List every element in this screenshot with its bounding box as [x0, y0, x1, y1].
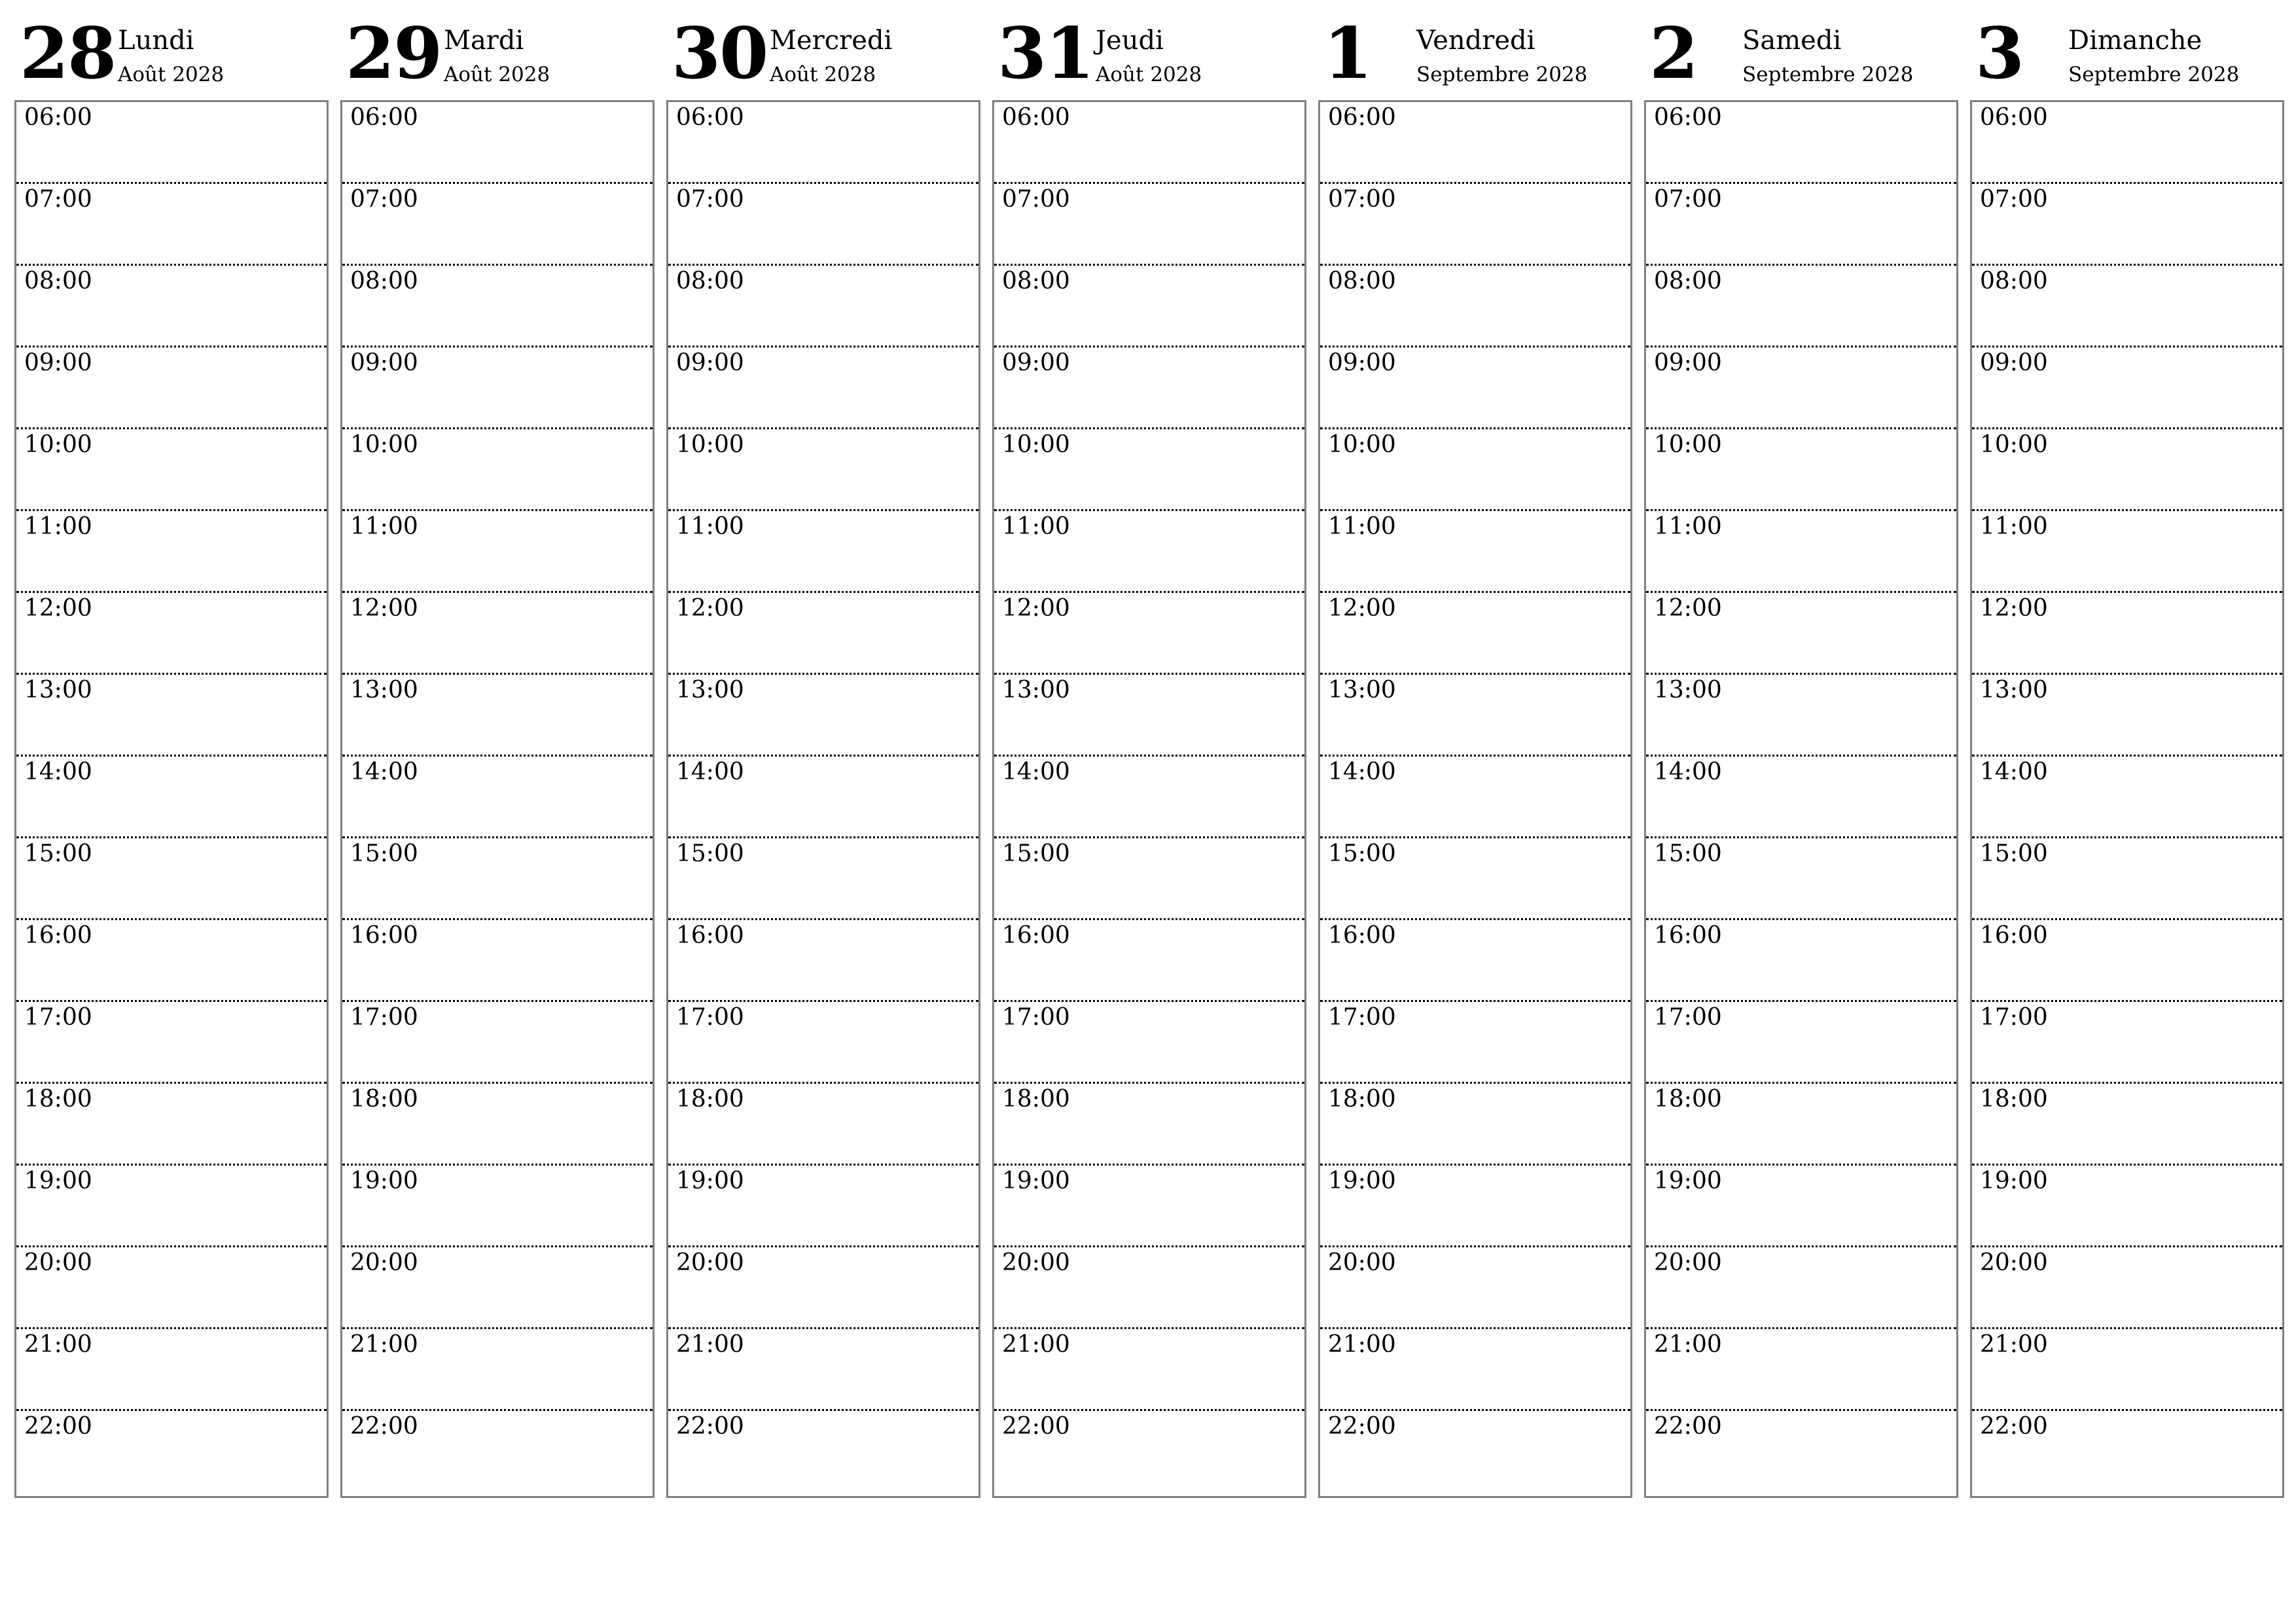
- hour-label: 08:00: [24, 268, 92, 294]
- hour-label: 08:00: [350, 268, 418, 294]
- hour-slot[interactable]: [668, 1247, 978, 1329]
- hour-slot[interactable]: [668, 429, 978, 511]
- hour-slot[interactable]: [1646, 184, 1956, 266]
- hour-slot[interactable]: [1972, 511, 2282, 593]
- hour-grid: [992, 100, 1306, 1498]
- hour-grid: [340, 100, 655, 1498]
- hour-slot[interactable]: [1320, 429, 1630, 511]
- hour-slot[interactable]: [668, 266, 978, 348]
- hour-label: 08:00: [1328, 268, 1396, 294]
- hour-label: 07:00: [24, 186, 92, 213]
- hour-slot[interactable]: [342, 1247, 653, 1329]
- day-column: [14, 0, 327, 1505]
- hour-label: 10:00: [1002, 431, 1070, 458]
- hour-slot[interactable]: [342, 348, 653, 429]
- hour-slot[interactable]: [16, 1166, 327, 1247]
- hour-slot[interactable]: [16, 1411, 327, 1493]
- hour-slot[interactable]: [1320, 1166, 1630, 1247]
- hour-slot[interactable]: [668, 1084, 978, 1166]
- hour-slot[interactable]: [16, 429, 327, 511]
- day-number: 1: [1323, 12, 1372, 95]
- hour-label: 19:00: [24, 1168, 92, 1194]
- hour-slot[interactable]: [668, 757, 978, 838]
- hour-slot[interactable]: [1646, 266, 1956, 348]
- hour-label: 10:00: [1328, 431, 1396, 458]
- hour-slot[interactable]: [342, 266, 653, 348]
- hour-label: 21:00: [350, 1331, 418, 1358]
- hour-label: 16:00: [1328, 922, 1396, 949]
- hour-label: 09:00: [1328, 349, 1396, 376]
- hour-slot[interactable]: [994, 1411, 1304, 1493]
- hour-label: 09:00: [1654, 349, 1722, 376]
- hour-label: 06:00: [24, 104, 92, 131]
- hour-grid: [1644, 100, 1958, 1498]
- hour-slot[interactable]: [16, 1247, 327, 1329]
- hour-label: 20:00: [1328, 1249, 1396, 1276]
- hour-slot[interactable]: [1646, 348, 1956, 429]
- hour-label: 12:00: [1980, 595, 2048, 622]
- hour-slot[interactable]: [994, 184, 1304, 266]
- hour-slot[interactable]: [1320, 511, 1630, 593]
- hour-label: 12:00: [24, 595, 92, 622]
- hour-slot[interactable]: [1646, 593, 1956, 675]
- hour-label: 21:00: [1654, 1331, 1722, 1358]
- hour-slot[interactable]: [1972, 593, 2282, 675]
- hour-grid: [666, 100, 980, 1498]
- day-number: 2: [1649, 12, 1698, 95]
- hour-label: 15:00: [676, 840, 744, 867]
- hour-slot[interactable]: [1320, 184, 1630, 266]
- hour-label: 10:00: [1980, 431, 2048, 458]
- hour-slot[interactable]: [668, 675, 978, 757]
- hour-label: 16:00: [1654, 922, 1722, 949]
- hour-grid: [14, 100, 329, 1498]
- hour-slot[interactable]: [1646, 429, 1956, 511]
- day-name: Dimanche: [2068, 26, 2202, 56]
- day-month-year: Août 2028: [770, 63, 876, 86]
- hour-slot[interactable]: [342, 838, 653, 920]
- day-name: Lundi: [118, 26, 194, 56]
- day-column: [1644, 0, 1957, 1505]
- hour-slot[interactable]: [1972, 266, 2282, 348]
- hour-slot[interactable]: [342, 1166, 653, 1247]
- hour-label: 17:00: [24, 1004, 92, 1031]
- hour-slot[interactable]: [16, 1329, 327, 1411]
- hour-slot[interactable]: [16, 266, 327, 348]
- hour-label: 11:00: [1654, 513, 1722, 540]
- hour-label: 07:00: [676, 186, 744, 213]
- hour-label: 19:00: [1980, 1168, 2048, 1194]
- day-header: [1318, 0, 1631, 98]
- day-header: [666, 0, 979, 98]
- hour-slot[interactable]: [668, 1166, 978, 1247]
- hour-slot[interactable]: [1320, 348, 1630, 429]
- hour-slot[interactable]: [342, 1329, 653, 1411]
- hour-label: 14:00: [24, 758, 92, 785]
- hour-label: 06:00: [1002, 104, 1070, 131]
- hour-slot[interactable]: [16, 593, 327, 675]
- hour-label: 19:00: [350, 1168, 418, 1194]
- hour-slot[interactable]: [1972, 1329, 2282, 1411]
- hour-slot[interactable]: [1972, 920, 2282, 1002]
- hour-slot[interactable]: [668, 593, 978, 675]
- hour-label: 19:00: [1654, 1168, 1722, 1194]
- hour-label: 15:00: [24, 840, 92, 867]
- hour-label: 09:00: [1980, 349, 2048, 376]
- hour-label: 18:00: [1980, 1086, 2048, 1113]
- hour-label: 22:00: [676, 1413, 744, 1440]
- hour-label: 12:00: [1002, 595, 1070, 622]
- hour-label: 17:00: [1002, 1004, 1070, 1031]
- day-number: 3: [1975, 12, 2024, 95]
- hour-slot[interactable]: [1972, 1084, 2282, 1166]
- hour-label: 13:00: [1002, 677, 1070, 704]
- hour-label: 19:00: [676, 1168, 744, 1194]
- hour-slot[interactable]: [1972, 1002, 2282, 1084]
- hour-slot[interactable]: [1972, 429, 2282, 511]
- day-header: [992, 0, 1305, 98]
- hour-label: 10:00: [350, 431, 418, 458]
- hour-slot[interactable]: [668, 1002, 978, 1084]
- hour-slot[interactable]: [16, 675, 327, 757]
- day-column: [1318, 0, 1631, 1505]
- hour-slot[interactable]: [1320, 266, 1630, 348]
- hour-slot[interactable]: [342, 1411, 653, 1493]
- hour-label: 10:00: [24, 431, 92, 458]
- hour-label: 06:00: [1654, 104, 1722, 131]
- hour-slot[interactable]: [1646, 838, 1956, 920]
- day-column: [1970, 0, 2283, 1505]
- hour-slot[interactable]: [1320, 593, 1630, 675]
- day-number: 28: [20, 12, 116, 95]
- day-month-year: Août 2028: [444, 63, 550, 86]
- hour-slot[interactable]: [1972, 1411, 2282, 1493]
- hour-label: 21:00: [1002, 1331, 1070, 1358]
- hour-slot[interactable]: [1320, 757, 1630, 838]
- day-header: [1970, 0, 2283, 98]
- hour-label: 22:00: [1328, 1413, 1396, 1440]
- hour-label: 11:00: [1328, 513, 1396, 540]
- day-header: [1644, 0, 1957, 98]
- hour-label: 18:00: [676, 1086, 744, 1113]
- hour-label: 11:00: [350, 513, 418, 540]
- hour-label: 20:00: [24, 1249, 92, 1276]
- day-number: 29: [346, 12, 442, 95]
- hour-label: 09:00: [350, 349, 418, 376]
- hour-slot[interactable]: [1972, 675, 2282, 757]
- hour-slot[interactable]: [1320, 102, 1630, 184]
- hour-label: 21:00: [1980, 1331, 2048, 1358]
- hour-slot[interactable]: [668, 184, 978, 266]
- hour-slot[interactable]: [994, 920, 1304, 1002]
- hour-label: 17:00: [1654, 1004, 1722, 1031]
- hour-slot[interactable]: [342, 593, 653, 675]
- hour-slot[interactable]: [1320, 920, 1630, 1002]
- hour-slot[interactable]: [1972, 184, 2282, 266]
- hour-label: 15:00: [350, 840, 418, 867]
- hour-label: 11:00: [24, 513, 92, 540]
- day-name: Vendredi: [1416, 26, 1535, 56]
- hour-label: 22:00: [1654, 1413, 1722, 1440]
- hour-slot[interactable]: [668, 348, 978, 429]
- hour-slot[interactable]: [1320, 1411, 1630, 1493]
- hour-slot[interactable]: [994, 757, 1304, 838]
- hour-label: 18:00: [1002, 1086, 1070, 1113]
- hour-slot[interactable]: [994, 1329, 1304, 1411]
- hour-slot[interactable]: [16, 838, 327, 920]
- hour-label: 13:00: [1328, 677, 1396, 704]
- hour-label: 06:00: [1328, 104, 1396, 131]
- hour-slot[interactable]: [1646, 1247, 1956, 1329]
- hour-label: 15:00: [1980, 840, 2048, 867]
- hour-label: 13:00: [350, 677, 418, 704]
- day-header: [340, 0, 653, 98]
- hour-slot[interactable]: [994, 102, 1304, 184]
- hour-label: 14:00: [1980, 758, 2048, 785]
- day-name: Jeudi: [1096, 26, 1164, 56]
- day-number: 30: [672, 12, 768, 95]
- hour-label: 11:00: [1980, 513, 2048, 540]
- hour-label: 21:00: [1328, 1331, 1396, 1358]
- hour-grid: [1318, 100, 1632, 1498]
- hour-label: 12:00: [350, 595, 418, 622]
- hour-slot[interactable]: [342, 511, 653, 593]
- hour-label: 14:00: [1002, 758, 1070, 785]
- hour-slot[interactable]: [1646, 1166, 1956, 1247]
- hour-label: 17:00: [676, 1004, 744, 1031]
- hour-label: 14:00: [350, 758, 418, 785]
- hour-slot[interactable]: [994, 1166, 1304, 1247]
- hour-slot[interactable]: [1646, 1084, 1956, 1166]
- hour-slot[interactable]: [16, 184, 327, 266]
- hour-label: 16:00: [1980, 922, 2048, 949]
- hour-slot[interactable]: [342, 429, 653, 511]
- hour-label: 07:00: [1980, 186, 2048, 213]
- hour-label: 07:00: [1654, 186, 1722, 213]
- hour-label: 13:00: [1980, 677, 2048, 704]
- day-name: Mardi: [444, 26, 524, 56]
- hour-slot[interactable]: [994, 429, 1304, 511]
- hour-label: 12:00: [1328, 595, 1396, 622]
- day-month-year: Août 2028: [1096, 63, 1202, 86]
- hour-slot[interactable]: [342, 102, 653, 184]
- day-number: 31: [997, 12, 1094, 95]
- hour-label: 13:00: [24, 677, 92, 704]
- hour-slot[interactable]: [16, 757, 327, 838]
- day-month-year: Septembre 2028: [1416, 63, 1588, 86]
- hour-slot[interactable]: [994, 511, 1304, 593]
- hour-label: 18:00: [1328, 1086, 1396, 1113]
- hour-label: 13:00: [1654, 677, 1722, 704]
- hour-slot[interactable]: [668, 511, 978, 593]
- hour-label: 11:00: [1002, 513, 1070, 540]
- hour-label: 21:00: [676, 1331, 744, 1358]
- hour-label: 17:00: [1328, 1004, 1396, 1031]
- hour-label: 22:00: [24, 1413, 92, 1440]
- day-month-year: Septembre 2028: [2068, 63, 2240, 86]
- hour-label: 14:00: [1654, 758, 1722, 785]
- hour-label: 12:00: [1654, 595, 1722, 622]
- hour-slot[interactable]: [994, 1002, 1304, 1084]
- hour-label: 10:00: [1654, 431, 1722, 458]
- hour-label: 15:00: [1654, 840, 1722, 867]
- hour-label: 08:00: [676, 268, 744, 294]
- hour-slot[interactable]: [16, 1084, 327, 1166]
- hour-grid: [1970, 100, 2284, 1498]
- hour-slot[interactable]: [1320, 1084, 1630, 1166]
- hour-slot[interactable]: [994, 838, 1304, 920]
- hour-label: 09:00: [676, 349, 744, 376]
- hour-label: 20:00: [350, 1249, 418, 1276]
- hour-slot[interactable]: [1646, 675, 1956, 757]
- hour-label: 17:00: [1980, 1004, 2048, 1031]
- hour-label: 21:00: [24, 1331, 92, 1358]
- day-column: [340, 0, 653, 1505]
- hour-slot[interactable]: [342, 675, 653, 757]
- hour-label: 08:00: [1980, 268, 2048, 294]
- hour-label: 14:00: [1328, 758, 1396, 785]
- hour-slot[interactable]: [1646, 1411, 1956, 1493]
- hour-slot[interactable]: [342, 1084, 653, 1166]
- hour-slot[interactable]: [16, 348, 327, 429]
- day-column: [666, 0, 979, 1505]
- hour-slot[interactable]: [16, 920, 327, 1002]
- hour-label: 19:00: [1328, 1168, 1396, 1194]
- hour-label: 14:00: [676, 758, 744, 785]
- day-name: Samedi: [1742, 26, 1842, 56]
- hour-label: 20:00: [1654, 1249, 1722, 1276]
- hour-slot[interactable]: [1646, 920, 1956, 1002]
- hour-label: 15:00: [1002, 840, 1070, 867]
- day-month-year: Août 2028: [118, 63, 224, 86]
- hour-label: 12:00: [676, 595, 744, 622]
- hour-label: 11:00: [676, 513, 744, 540]
- hour-label: 20:00: [1002, 1249, 1070, 1276]
- hour-label: 17:00: [350, 1004, 418, 1031]
- hour-label: 07:00: [1328, 186, 1396, 213]
- hour-label: 19:00: [1002, 1168, 1070, 1194]
- hour-slot[interactable]: [1320, 1329, 1630, 1411]
- day-month-year: Septembre 2028: [1742, 63, 1914, 86]
- hour-label: 18:00: [350, 1086, 418, 1113]
- hour-label: 09:00: [24, 349, 92, 376]
- hour-slot[interactable]: [994, 266, 1304, 348]
- hour-slot[interactable]: [342, 920, 653, 1002]
- hour-label: 18:00: [24, 1086, 92, 1113]
- hour-label: 06:00: [1980, 104, 2048, 131]
- hour-slot[interactable]: [1320, 838, 1630, 920]
- hour-label: 16:00: [676, 922, 744, 949]
- hour-slot[interactable]: [1646, 102, 1956, 184]
- hour-label: 08:00: [1002, 268, 1070, 294]
- hour-slot[interactable]: [1972, 838, 2282, 920]
- hour-slot[interactable]: [1972, 102, 2282, 184]
- hour-label: 16:00: [1002, 922, 1070, 949]
- hour-slot[interactable]: [668, 1329, 978, 1411]
- hour-label: 16:00: [24, 922, 92, 949]
- hour-slot[interactable]: [16, 511, 327, 593]
- hour-slot[interactable]: [342, 757, 653, 838]
- hour-slot[interactable]: [1320, 1247, 1630, 1329]
- hour-label: 22:00: [1002, 1413, 1070, 1440]
- hour-slot[interactable]: [994, 675, 1304, 757]
- hour-label: 20:00: [1980, 1249, 2048, 1276]
- hour-label: 20:00: [676, 1249, 744, 1276]
- hour-slot[interactable]: [994, 593, 1304, 675]
- hour-label: 16:00: [350, 922, 418, 949]
- hour-slot[interactable]: [1646, 1002, 1956, 1084]
- hour-slot[interactable]: [1972, 1166, 2282, 1247]
- hour-label: 13:00: [676, 677, 744, 704]
- hour-slot[interactable]: [16, 1002, 327, 1084]
- hour-slot[interactable]: [1646, 511, 1956, 593]
- hour-slot[interactable]: [16, 102, 327, 184]
- hour-label: 06:00: [676, 104, 744, 131]
- hour-label: 18:00: [1654, 1086, 1722, 1113]
- hour-slot[interactable]: [668, 1411, 978, 1493]
- hour-slot[interactable]: [668, 102, 978, 184]
- hour-slot[interactable]: [1646, 757, 1956, 838]
- hour-slot[interactable]: [1972, 1247, 2282, 1329]
- hour-label: 07:00: [1002, 186, 1070, 213]
- hour-slot[interactable]: [994, 348, 1304, 429]
- day-header: [14, 0, 327, 98]
- hour-slot[interactable]: [1320, 1002, 1630, 1084]
- hour-label: 22:00: [1980, 1413, 2048, 1440]
- day-name: Mercredi: [770, 26, 893, 56]
- hour-slot[interactable]: [668, 838, 978, 920]
- hour-slot[interactable]: [1972, 348, 2282, 429]
- hour-label: 09:00: [1002, 349, 1070, 376]
- hour-slot[interactable]: [342, 1002, 653, 1084]
- hour-label: 22:00: [350, 1413, 418, 1440]
- hour-slot[interactable]: [994, 1247, 1304, 1329]
- hour-label: 06:00: [350, 104, 418, 131]
- hour-slot[interactable]: [994, 1084, 1304, 1166]
- hour-slot[interactable]: [1646, 1329, 1956, 1411]
- hour-label: 10:00: [676, 431, 744, 458]
- hour-slot[interactable]: [1972, 757, 2282, 838]
- hour-label: 15:00: [1328, 840, 1396, 867]
- hour-slot[interactable]: [668, 920, 978, 1002]
- day-column: [992, 0, 1305, 1505]
- hour-slot[interactable]: [1320, 675, 1630, 757]
- hour-label: 08:00: [1654, 268, 1722, 294]
- hour-slot[interactable]: [342, 184, 653, 266]
- hour-label: 07:00: [350, 186, 418, 213]
